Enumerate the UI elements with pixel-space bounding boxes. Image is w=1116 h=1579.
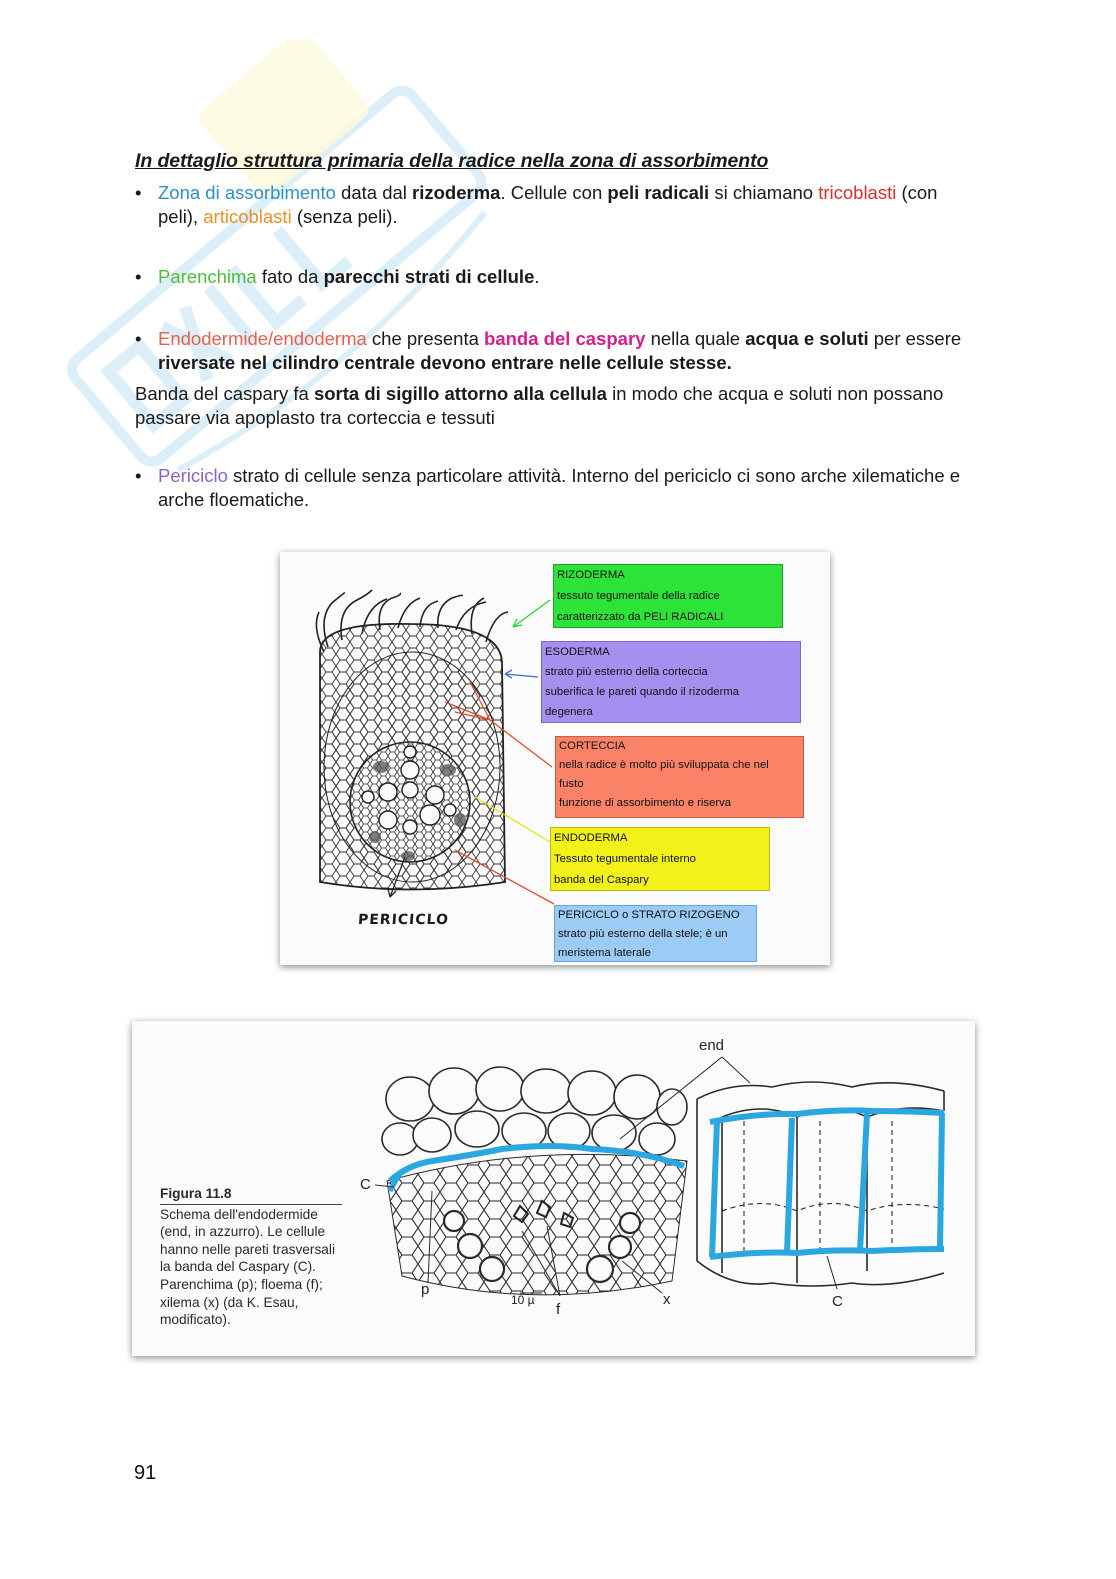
caption-title: Figura 11.8 — [160, 1185, 342, 1205]
term-peli-radicali: peli radicali — [607, 182, 710, 203]
label-rizoderma — [553, 564, 783, 628]
label-line: suberifica le pareti quando il rizoderma — [545, 686, 740, 698]
text: si chiamano — [709, 182, 819, 203]
label-line: degenera — [545, 706, 593, 718]
term-sigillo: sorta di sigillo attorno alla cellula — [313, 383, 607, 404]
label-title: PERICICLO o STRATO RIZOGENO — [558, 909, 740, 921]
text: in modo che acqua e soluti non possano passare via apoplasto tra corteccia e tessuti — [135, 383, 944, 428]
text: fato da — [256, 266, 324, 287]
label-end: end — [699, 1037, 725, 1054]
label-c-left: C — [360, 1176, 371, 1193]
term-parenchima: Parenchima — [158, 266, 257, 287]
endodermis-schema-figure — [132, 1021, 975, 1356]
label-esoderma — [541, 641, 801, 723]
bullet-dot: • — [135, 266, 142, 287]
caption-body: Schema dell'endodermide (end, in azzurro). Le cellule hanno nelle pareti trasversali la banda del Caspary (C). Parenchima (p); floema (f); xilema (x) (da K. Esau, modificato). — [160, 1206, 335, 1328]
text: Banda del caspary fa — [135, 383, 314, 404]
text: che presenta — [366, 328, 485, 349]
bullet-text — [158, 181, 965, 228]
text: per essere — [868, 328, 962, 349]
term-articoblasti: articoblasti — [203, 205, 292, 227]
term-banda-caspary: banda del caspary — [484, 328, 646, 349]
paragraph-banda-caspary — [135, 382, 975, 429]
label-c-right: C — [832, 1293, 843, 1310]
drawing-label-periciclo: PERICICLO — [357, 912, 450, 928]
label-title: ENDODERMA — [554, 832, 628, 844]
section-heading: In dettaglio struttura primaria della radice nella zona di assorbimento — [135, 150, 769, 172]
endodermis-drawing — [132, 1021, 975, 1356]
label-x: x — [663, 1291, 671, 1308]
bullet-text — [158, 327, 965, 374]
label-line: meristema laterale — [558, 947, 651, 959]
bullet-endodermide — [135, 327, 965, 374]
term-acqua-soluti: acqua e soluti — [745, 328, 869, 349]
label-line: tessuto tegumentale della radice — [557, 590, 720, 602]
bullet-dot: • — [135, 465, 142, 486]
bullet-dot: • — [135, 182, 142, 203]
term-endodermide: Endodermide/endoderma — [158, 328, 367, 349]
label-line: fusto — [559, 778, 584, 790]
text: . — [534, 266, 540, 287]
label-line: nella radice è molto più sviluppata che nel — [559, 759, 769, 771]
term-cilindro-centrale: riversate nel cilindro centrale devono entrare nelle cellule stesse. — [158, 351, 732, 373]
term-rizoderma: rizoderma — [412, 182, 501, 203]
text: (senza peli). — [291, 205, 398, 227]
page-number: 91 — [134, 1462, 157, 1484]
label-endoderma — [550, 827, 770, 891]
term-tricoblasti: tricoblasti — [818, 182, 897, 203]
text: data dal — [335, 182, 413, 203]
text: (con peli), — [158, 182, 938, 227]
label-line: strato più esterno della stele; è un — [558, 928, 728, 940]
text: strato di cellule senza particolare attività. Interno del periciclo ci sono arche xilematiche e arche floematiche. — [158, 465, 961, 510]
term-strati: parecchi strati di cellule — [323, 266, 535, 287]
bullet-text — [158, 265, 965, 289]
label-line: caratterizzato da PELI RADICALI — [557, 611, 724, 623]
label-line: Tessuto tegumentale interno — [554, 853, 696, 865]
term-periciclo: Periciclo — [158, 465, 228, 486]
bullet-parenchima — [135, 265, 965, 289]
label-p: p — [421, 1281, 430, 1298]
root-cross-section-figure — [280, 552, 830, 965]
bullet-text — [158, 464, 965, 511]
label-title: RIZODERMA — [557, 569, 625, 581]
label-line: strato più esterno della corteccia — [545, 666, 708, 678]
term-zona-assorbimento: Zona di assorbimento — [158, 182, 336, 203]
bullet-dot: • — [135, 328, 142, 349]
text: nella quale — [645, 328, 746, 349]
label-scale: 10 µ — [511, 1293, 535, 1307]
label-line: banda del Caspary — [554, 874, 649, 886]
label-title: CORTECCIA — [559, 740, 626, 752]
label-line: funzione di assorbimento e riserva — [559, 797, 732, 809]
bullet-zona-assorbimento — [135, 181, 965, 228]
label-f: f — [556, 1301, 561, 1318]
text: . Cellule con — [500, 182, 608, 203]
label-corteccia — [555, 736, 804, 818]
bullet-periciclo — [135, 464, 965, 511]
label-title: ESODERMA — [545, 646, 610, 658]
label-periciclo — [554, 905, 757, 962]
